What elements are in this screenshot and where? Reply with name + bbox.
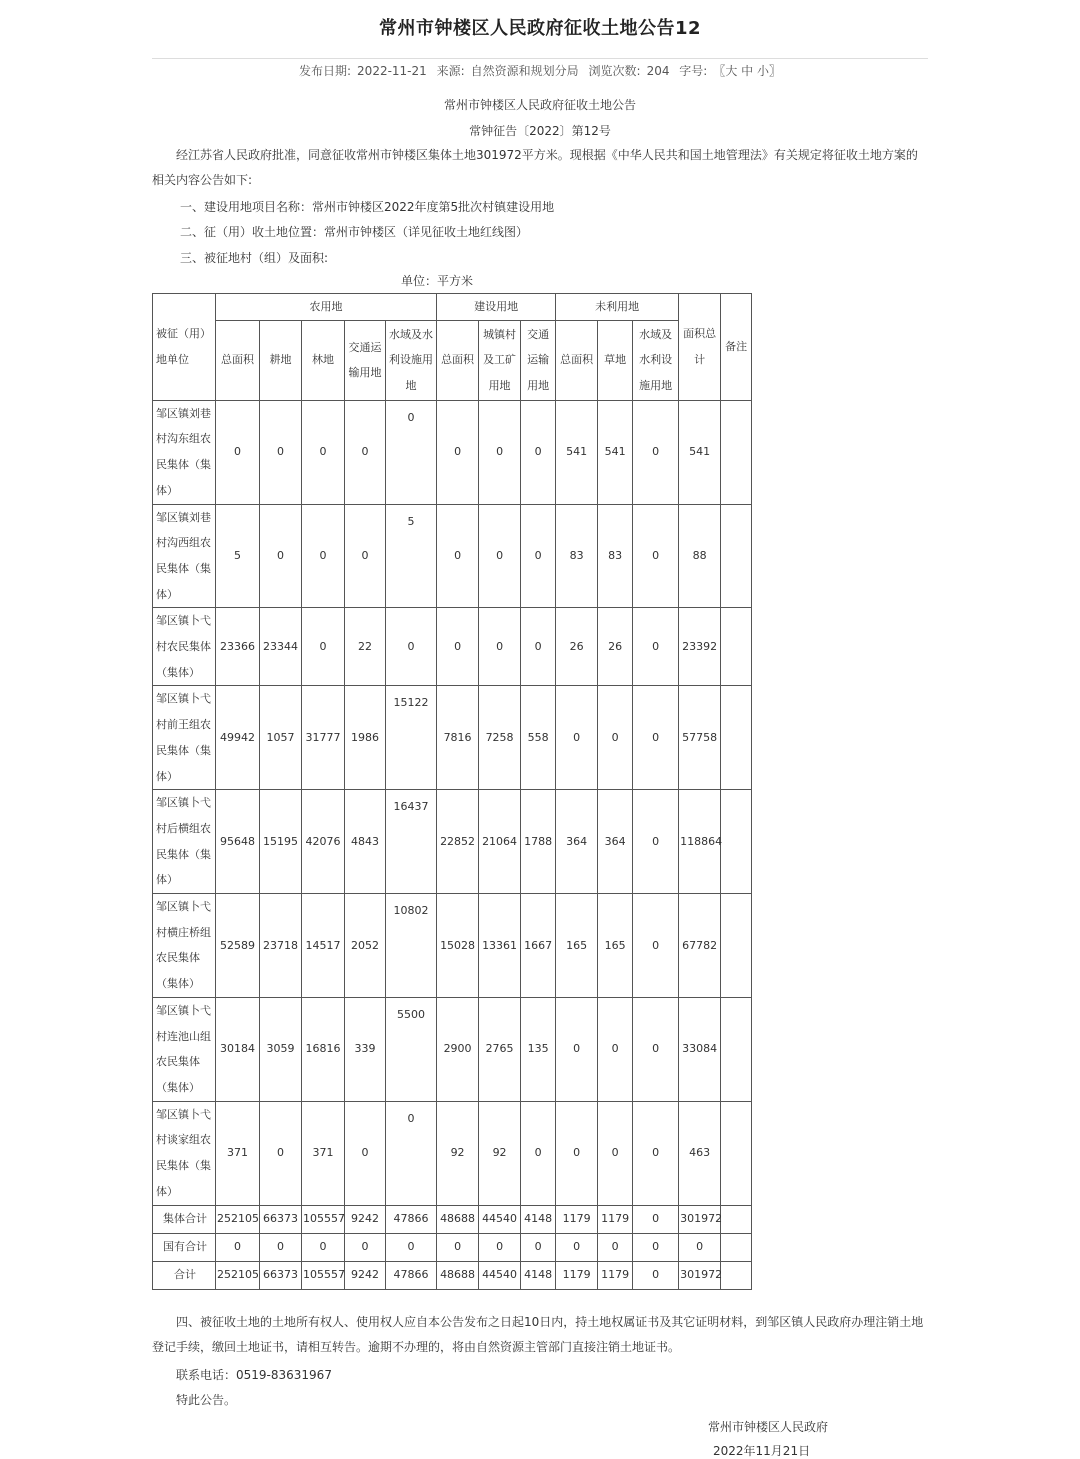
value-cell: 1179: [556, 1261, 598, 1289]
subheader-cell: 草地: [598, 320, 633, 400]
title-divider: [152, 58, 928, 59]
total-row: [153, 1261, 752, 1289]
value-cell: 0: [260, 400, 302, 504]
note-cell: [721, 1101, 752, 1205]
value-cell: 66373: [260, 1205, 302, 1233]
value-cell: 47866: [386, 1261, 437, 1289]
value-cell: 83: [556, 504, 598, 608]
subheader-cell: 水域及水利设施用地: [633, 320, 679, 400]
value-cell: 165: [598, 894, 633, 998]
value-cell: 0: [260, 504, 302, 608]
value-cell: 92: [437, 1101, 479, 1205]
font-size-label: 字号:: [679, 64, 708, 78]
value-cell: 135: [521, 997, 556, 1101]
value-cell: 47866: [386, 1205, 437, 1233]
table-row: [153, 608, 752, 686]
closing-text: 特此公告。: [176, 1393, 237, 1407]
table-row: [153, 400, 752, 504]
value-cell: 31777: [302, 686, 345, 790]
value-cell: 22: [345, 608, 386, 686]
value-cell: 0: [633, 504, 679, 608]
value-cell: 0: [345, 504, 386, 608]
value-cell: 105557: [302, 1261, 345, 1289]
value-cell: 1788: [521, 790, 556, 894]
value-cell: 22852: [437, 790, 479, 894]
value-cell: 0: [345, 1233, 386, 1261]
value-cell: 52589: [216, 894, 260, 998]
unit-name-cell: 国有合计: [153, 1233, 216, 1261]
value-cell: 0: [633, 1261, 679, 1289]
value-cell: 1179: [598, 1205, 633, 1233]
value-cell: 118864: [679, 790, 721, 894]
unit-name-cell: 邹区镇卜弋村农民集体（集体）: [153, 608, 216, 686]
value-cell: 0: [633, 790, 679, 894]
signer: 常州市钟楼区人民政府: [708, 1420, 829, 1434]
value-cell: 0: [521, 504, 556, 608]
table-row: [153, 997, 752, 1101]
value-cell: 0: [386, 400, 437, 504]
value-cell: 9242: [345, 1205, 386, 1233]
table-row: [153, 790, 752, 894]
value-cell: 463: [679, 1101, 721, 1205]
note-cell: [721, 686, 752, 790]
value-cell: 339: [345, 997, 386, 1101]
item-location: 二、征（用）收土地位置：常州市钟楼区（详见征收土地红线图）: [180, 225, 529, 239]
unit-name-cell: 邹区镇卜弋村谈家组农民集体（集体）: [153, 1101, 216, 1205]
value-cell: 67782: [679, 894, 721, 998]
value-cell: 364: [556, 790, 598, 894]
header-unit: 被征（用）地单位: [153, 294, 216, 401]
intro-paragraph: 经江苏省人民政府批准，同意征收常州市钟楼区集体土地301972平方米。现根据《中华人民共和国土地管理法》有关规定将征收土地方案的相关内容公告如下:: [152, 148, 918, 187]
value-cell: 13361: [479, 894, 521, 998]
unit-name-cell: 邹区镇刘巷村沟东组农民集体（集体）: [153, 400, 216, 504]
value-cell: 0: [633, 1205, 679, 1233]
value-cell: 0: [479, 504, 521, 608]
value-cell: 0: [598, 1233, 633, 1261]
source-label: 来源:: [436, 64, 465, 78]
value-cell: 0: [556, 997, 598, 1101]
article-meta: [0, 62, 1080, 79]
header-build: 建设用地: [437, 294, 556, 321]
doc-number: 常钟征告〔2022〕第12号: [469, 124, 611, 138]
value-cell: 0: [521, 1233, 556, 1261]
value-cell: 0: [479, 400, 521, 504]
unit-name-cell: 邹区镇卜弋村后横组农民集体（集体）: [153, 790, 216, 894]
value-cell: 165: [556, 894, 598, 998]
header-agri: 农用地: [216, 294, 437, 321]
subheader-cell: 耕地: [260, 320, 302, 400]
contact-phone: 联系电话：0519-83631967: [176, 1368, 332, 1382]
unit-label: 单位：平方米: [401, 274, 474, 288]
value-cell: 541: [556, 400, 598, 504]
value-cell: 301972: [679, 1261, 721, 1289]
table-row: [153, 894, 752, 998]
value-cell: 0: [521, 608, 556, 686]
value-cell: 0: [437, 608, 479, 686]
subheader-cell: 交通运输用地: [345, 320, 386, 400]
value-cell: 0: [260, 1233, 302, 1261]
value-cell: 541: [679, 400, 721, 504]
note-cell: [721, 894, 752, 998]
note-cell: [721, 504, 752, 608]
value-cell: 0: [633, 608, 679, 686]
value-cell: 10802: [386, 894, 437, 998]
value-cell: 0: [556, 1233, 598, 1261]
value-cell: 0: [521, 1101, 556, 1205]
source: 自然资源和规划分局: [470, 64, 579, 78]
value-cell: 0: [437, 400, 479, 504]
subheader-cell: 城镇村及工矿用地: [479, 320, 521, 400]
item-villages: 三、被征地村（组）及面积:: [180, 251, 329, 265]
table-row: [153, 1101, 752, 1205]
value-cell: 48688: [437, 1205, 479, 1233]
value-cell: 15122: [386, 686, 437, 790]
value-cell: 0: [386, 1233, 437, 1261]
value-cell: 14517: [302, 894, 345, 998]
value-cell: 1179: [598, 1261, 633, 1289]
value-cell: 4843: [345, 790, 386, 894]
value-cell: 4148: [521, 1205, 556, 1233]
value-cell: 1179: [556, 1205, 598, 1233]
value-cell: 23392: [679, 608, 721, 686]
value-cell: 33084: [679, 997, 721, 1101]
item-project-name: 一、建设用地项目名称：常州市钟楼区2022年度第5批次村镇建设用地: [180, 200, 555, 214]
value-cell: 0: [437, 1233, 479, 1261]
value-cell: 49942: [216, 686, 260, 790]
value-cell: 42076: [302, 790, 345, 894]
header-total: 面积总计: [679, 294, 721, 401]
value-cell: 1057: [260, 686, 302, 790]
subheader-cell: 总面积: [437, 320, 479, 400]
value-cell: 0: [386, 1101, 437, 1205]
page-title: 常州市钟楼区人民政府征收土地公告12: [378, 18, 702, 39]
subheader-cell: 总面积: [216, 320, 260, 400]
value-cell: 16816: [302, 997, 345, 1101]
value-cell: 541: [598, 400, 633, 504]
value-cell: 3059: [260, 997, 302, 1101]
value-cell: 0: [633, 1101, 679, 1205]
value-cell: 44540: [479, 1261, 521, 1289]
value-cell: 252105: [216, 1261, 260, 1289]
total-row: [153, 1205, 752, 1233]
value-cell: 7258: [479, 686, 521, 790]
value-cell: 57758: [679, 686, 721, 790]
note-cell: [721, 790, 752, 894]
value-cell: 252105: [216, 1205, 260, 1233]
value-cell: 23344: [260, 608, 302, 686]
value-cell: 7816: [437, 686, 479, 790]
value-cell: 0: [598, 997, 633, 1101]
publish-date-label: 发布日期:: [299, 64, 352, 78]
subheader-cell: 林地: [302, 320, 345, 400]
value-cell: 0: [479, 1233, 521, 1261]
notice-heading: 常州市钟楼区人民政府征收土地公告: [443, 98, 636, 112]
value-cell: 105557: [302, 1205, 345, 1233]
value-cell: 0: [302, 1233, 345, 1261]
value-cell: 21064: [479, 790, 521, 894]
value-cell: 364: [598, 790, 633, 894]
header-unused: 未利用地: [556, 294, 679, 321]
value-cell: 371: [216, 1101, 260, 1205]
value-cell: 16437: [386, 790, 437, 894]
note-cell: [721, 1205, 752, 1233]
value-cell: 0: [633, 894, 679, 998]
value-cell: 0: [598, 686, 633, 790]
value-cell: 0: [633, 1233, 679, 1261]
publish-date: 2022-11-21: [357, 64, 427, 78]
unit-name-cell: 邹区镇卜弋村连池山组农民集体（集体）: [153, 997, 216, 1101]
value-cell: 2052: [345, 894, 386, 998]
value-cell: 0: [633, 686, 679, 790]
value-cell: 30184: [216, 997, 260, 1101]
value-cell: 5: [386, 504, 437, 608]
table-row: [153, 504, 752, 608]
value-cell: 15195: [260, 790, 302, 894]
sign-date: 2022年11月21日: [713, 1444, 811, 1458]
value-cell: 48688: [437, 1261, 479, 1289]
value-cell: 1986: [345, 686, 386, 790]
header-note: 备注: [721, 294, 752, 401]
note-cell: [721, 608, 752, 686]
value-cell: 2900: [437, 997, 479, 1101]
value-cell: 44540: [479, 1205, 521, 1233]
value-cell: 0: [216, 1233, 260, 1261]
value-cell: 95648: [216, 790, 260, 894]
views-count: 204: [646, 64, 670, 78]
value-cell: 371: [302, 1101, 345, 1205]
value-cell: 23718: [260, 894, 302, 998]
unit-name-cell: 集体合计: [153, 1205, 216, 1233]
value-cell: 88: [679, 504, 721, 608]
value-cell: 26: [556, 608, 598, 686]
note-cell: [721, 400, 752, 504]
value-cell: 0: [302, 504, 345, 608]
unit-name-cell: 邹区镇卜弋村前王组农民集体（集体）: [153, 686, 216, 790]
value-cell: 4148: [521, 1261, 556, 1289]
value-cell: 0: [598, 1101, 633, 1205]
value-cell: 301972: [679, 1205, 721, 1233]
value-cell: 0: [633, 997, 679, 1101]
value-cell: 0: [345, 1101, 386, 1205]
value-cell: 2765: [479, 997, 521, 1101]
value-cell: 0: [345, 400, 386, 504]
value-cell: 5: [216, 504, 260, 608]
note-cell: [721, 1261, 752, 1289]
value-cell: 26: [598, 608, 633, 686]
value-cell: 0: [302, 608, 345, 686]
value-cell: 9242: [345, 1261, 386, 1289]
value-cell: 0: [437, 504, 479, 608]
value-cell: 558: [521, 686, 556, 790]
value-cell: 0: [679, 1233, 721, 1261]
table-row: [153, 686, 752, 790]
value-cell: 83: [598, 504, 633, 608]
value-cell: 5500: [386, 997, 437, 1101]
value-cell: 0: [556, 1101, 598, 1205]
total-row: [153, 1233, 752, 1261]
unit-name-cell: 邹区镇刘巷村沟西组农民集体（集体）: [153, 504, 216, 608]
table-body: [153, 294, 752, 1290]
value-cell: 0: [633, 400, 679, 504]
unit-name-cell: 邹区镇卜弋村横庄桥组农民集体（集体）: [153, 894, 216, 998]
value-cell: 0: [556, 686, 598, 790]
item-deregistration: 四、被征收土地的土地所有权人、使用权人应自本公告发布之日起10日内，持土地权属证书及其它证明材料，到邹区镇人民政府办理注销土地登记手续，缴回土地证书，请相互转告。逾期不办理的，将由自然资源主管部门直接注销土地证书。: [152, 1315, 924, 1354]
value-cell: 0: [302, 400, 345, 504]
value-cell: 1667: [521, 894, 556, 998]
value-cell: 15028: [437, 894, 479, 998]
value-cell: 23366: [216, 608, 260, 686]
value-cell: 66373: [260, 1261, 302, 1289]
subheader-cell: 总面积: [556, 320, 598, 400]
subheader-cell: 交通运输用地: [521, 320, 556, 400]
value-cell: 0: [521, 400, 556, 504]
views-label: 浏览次数:: [588, 64, 641, 78]
value-cell: 0: [479, 608, 521, 686]
subheader-cell: 水域及水利设施用地: [386, 320, 437, 400]
font-size-switcher[interactable]: 〖大 中 小〗: [713, 64, 781, 78]
note-cell: [721, 1233, 752, 1261]
land-table: [152, 293, 752, 1290]
value-cell: 0: [216, 400, 260, 504]
value-cell: 92: [479, 1101, 521, 1205]
value-cell: 0: [386, 608, 437, 686]
value-cell: 0: [260, 1101, 302, 1205]
unit-name-cell: 合计: [153, 1261, 216, 1289]
note-cell: [721, 997, 752, 1101]
